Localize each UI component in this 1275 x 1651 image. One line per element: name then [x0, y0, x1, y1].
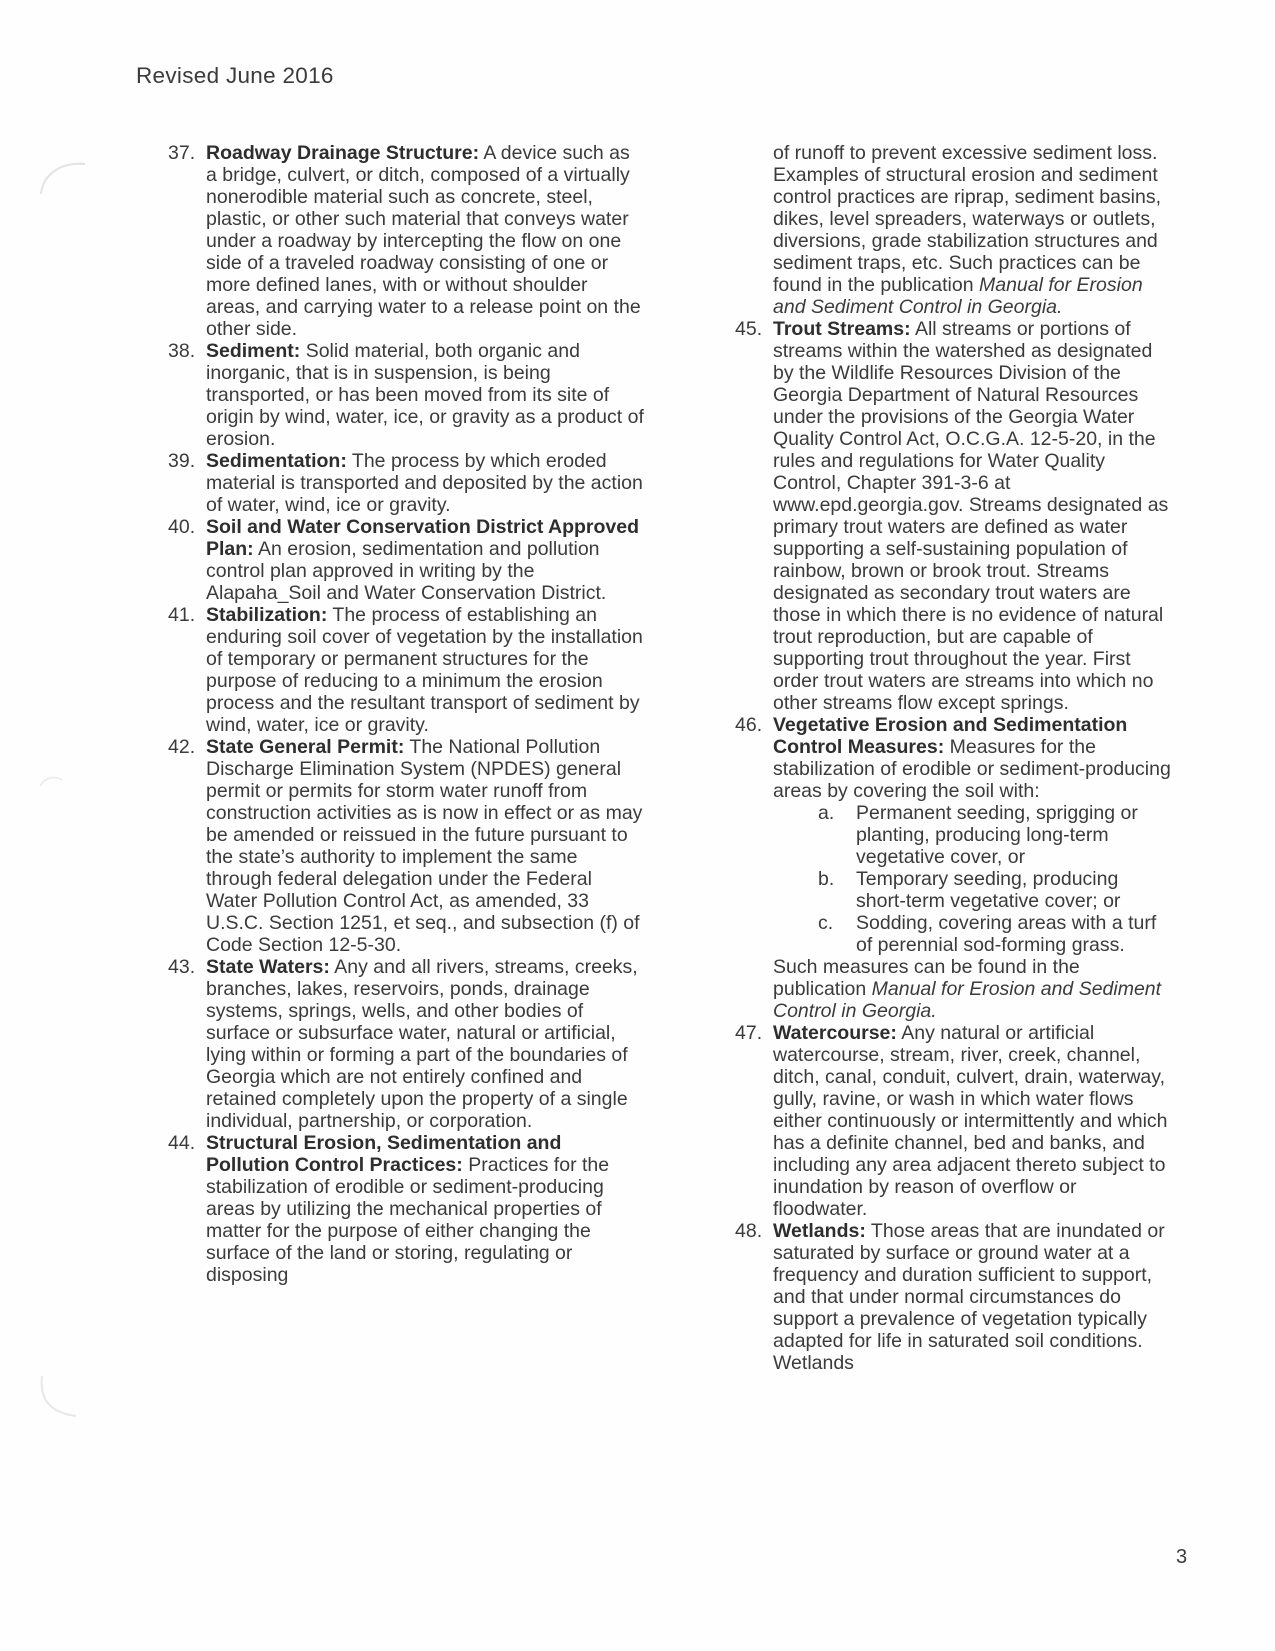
definition-term: Stabilization:: [206, 604, 328, 626]
definition-term: Wetlands:: [773, 1220, 866, 1242]
definition-number: 44.: [168, 1132, 196, 1154]
definition-number: 39.: [168, 450, 196, 472]
definition-number: 43.: [168, 956, 196, 978]
sub-item-text: Permanent seeding, sprigging or planting, producing long-term vegetative cover, or: [856, 802, 1138, 868]
definition-body: A device such as a bridge, culvert, or ditch, composed of a virtually nonerodible material such as concrete, steel, plastic, or other such material that conveys water under a roadway by intercepting the flow on one side of a traveled roadway consisting of one or more defined lanes, with or without shoulder areas, and carrying water to a release point on the other side.: [206, 142, 641, 340]
definition-body: The National Pollution Discharge Elimination System (NPDES) general permit or permits for storm water runoff from construction activities as is now in effect or as may be amended or reissued in the future pursuant to the state’s authority to implement the same through federal delegation under the Federal Water Pollution Control Act, as amended, 33 U.S.C. Section 1251, et seq., and subsection (f) of Code Section 12-5-30.: [206, 736, 643, 956]
definition-term: Vegetative Erosion and Sedimentation Control Measures:: [773, 714, 1128, 758]
definition-body: Solid material, both organic and inorganic, that is in suspension, is being transported, or has been moved from its site of origin by wind, water, ice, or gravity as a product of erosion.: [206, 340, 644, 450]
definition-body: of runoff to prevent excessive sediment loss. Examples of structural erosion and sediment control practices are riprap, sediment basins, dikes, level spreaders, waterways or outlets, diversions, grade stabilization structures and sediment traps, etc. Such practices can be found in the publication: [773, 142, 1162, 296]
sub-item-b: [818, 868, 1171, 912]
definition-item-41: [168, 604, 646, 736]
definition-number: 41.: [168, 604, 196, 626]
definition-number: 40.: [168, 516, 196, 538]
definition-term: Watercourse:: [773, 1022, 897, 1044]
scan-artifact: [36, 768, 66, 794]
definition-item-40: [168, 516, 646, 604]
definition-item-42: [168, 736, 646, 956]
scan-artifact: [33, 152, 103, 212]
definition-item-44: [168, 1132, 646, 1286]
definition-term: Sedimentation:: [206, 450, 347, 472]
sub-item-c: [818, 912, 1171, 956]
sub-item-letter: a.: [818, 802, 835, 824]
left-column: [168, 142, 646, 1286]
definition-number: 48.: [735, 1220, 763, 1242]
definition-body: Practices for the stabilization of erodible or sediment-producing areas by utilizing the mechanical properties of matter for the purpose of either changing the surface of the land or storing, regulating or disposing: [206, 1154, 610, 1286]
scan-artifact: [36, 1372, 82, 1422]
definition-number: 38.: [168, 340, 196, 362]
sub-item-a: [818, 802, 1171, 868]
definition-item-39: [168, 450, 646, 516]
definition-body: The process of establishing an enduring soil cover of vegetation by the installation of temporary or permanent structures for the purpose of reducing to a minimum the erosion process and the resultant transport of sediment by wind, water, ice or gravity.: [206, 604, 643, 736]
definition-item-44-continuation: [735, 142, 1171, 318]
publication-title: Manual for Erosion and Sediment Control in Georgia.: [773, 274, 1143, 318]
definition-item-38: [168, 340, 646, 450]
sub-item-text: Temporary seeding, producing short-term vegetative cover; or: [856, 868, 1121, 912]
definition-item-43: [168, 956, 646, 1132]
sub-item-text: Sodding, covering areas with a turf of perennial sod-forming grass.: [856, 912, 1157, 956]
definition-term: Soil and Water Conservation District Approved Plan:: [206, 516, 640, 560]
definition-item-37: [168, 142, 646, 340]
definition-term: Roadway Drainage Structure:: [206, 142, 480, 164]
definition-item-48: [735, 1220, 1171, 1374]
definition-body: An erosion, sedimentation and pollution control plan approved in writing by the Alapaha_Soil and Water Conservation District.: [206, 538, 607, 604]
publication-title: Manual for Erosion and Sediment Control in Georgia.: [773, 978, 1162, 1022]
definition-number: 37.: [168, 142, 196, 164]
revision-header: Revised June 2016: [136, 63, 334, 88]
definition-term: State Waters:: [206, 956, 330, 978]
definition-number: 42.: [168, 736, 196, 758]
definition-item-46: [735, 714, 1171, 1022]
sub-list-closing-text: [773, 956, 1171, 1022]
definition-term: Structural Erosion, Sedimentation and Pollution Control Practices:: [206, 1132, 562, 1176]
definition-body: Those areas that are inundated or saturated by surface or ground water at a frequency and duration sufficient to support, and that under normal circumstances do support a prevalence of vegetation typically adapted for life in saturated soil conditions. Wetlands: [773, 1220, 1165, 1374]
sub-item-letter: b.: [818, 868, 835, 890]
definition-item-47: [735, 1022, 1171, 1220]
definition-body: Such measures can be found in the publication: [773, 956, 1080, 1000]
definition-body: The process by which eroded material is transported and deposited by the action of water, wind, ice or gravity.: [206, 450, 643, 516]
definition-term: Trout Streams:: [773, 318, 911, 340]
definition-term: State General Permit:: [206, 736, 405, 758]
right-column: [735, 142, 1171, 1374]
sub-list: [773, 802, 1171, 956]
sub-item-letter: c.: [818, 912, 834, 934]
definition-number: 45.: [735, 318, 763, 340]
definition-body: Measures for the stabilization of erodible or sediment-producing areas by covering the soil with:: [773, 736, 1171, 802]
definition-item-45: [735, 318, 1171, 714]
definition-body: All streams or portions of streams within the watershed as designated by the Wildlife Resources Division of the Georgia Department of Natural Resources under the provisions of the Georgia Water Quality Control Act, O.C.G.A. 12-5-20, in the rules and regulations for Water Quality Control, Chapter 391-3-6 at www.epd.georgia.gov. Streams designated as primary trout waters are defined as water supporting a self-sustaining population of rainbow, brown or brook trout. Streams designated as secondary trout waters are those in which there is no evidence of natural trout reproduction, but are capable of supporting trout throughout the year. First order trout waters are streams into which no other streams flow except springs.: [773, 318, 1169, 714]
definition-term: Sediment:: [206, 340, 301, 362]
page-number: 3: [1176, 1546, 1188, 1568]
definition-number: 46.: [735, 714, 763, 736]
definition-body: Any and all rivers, streams, creeks, branches, lakes, reservoirs, ponds, drainage systems, springs, wells, and other bodies of surface or subsurface water, natural or artificial, lying within or forming a part of the boundaries of Georgia which are not entirely confined and retained completely upon the property of a single individual, partnership, or corporation.: [206, 956, 638, 1132]
definition-body: Any natural or artificial watercourse, stream, river, creek, channel, ditch, canal, conduit, culvert, drain, waterway, gully, ravine, or wash in which water flows either continuously or intermittently and which has a definite channel, bed and banks, and including any area adjacent thereto subject to inundation by reason of overflow or floodwater.: [773, 1022, 1168, 1220]
definition-number: 47.: [735, 1022, 763, 1044]
